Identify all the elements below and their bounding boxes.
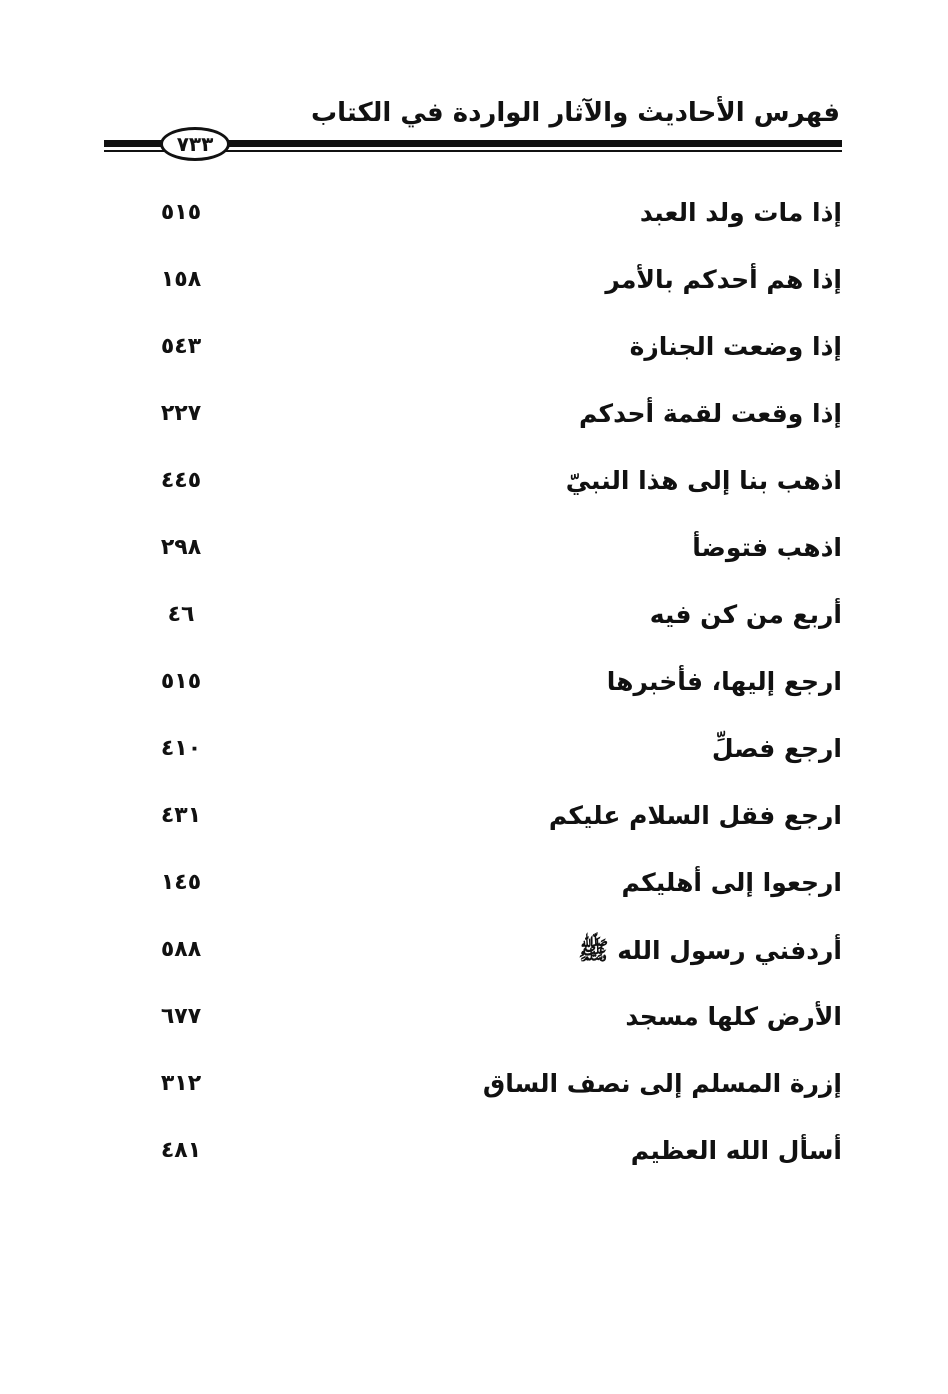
index-entry <box>0 521 948 588</box>
index-entry <box>0 990 948 1057</box>
entry-text: ارجع إليها، فأخبرها <box>606 667 842 696</box>
entry-page-number: ٤٣١ <box>160 803 202 828</box>
entry-page-number: ٣١٢ <box>160 1071 202 1096</box>
index-entry <box>0 722 948 789</box>
entry-page-number: ٥٨٨ <box>160 937 202 962</box>
index-entry <box>0 1124 948 1191</box>
index-entry <box>0 856 948 923</box>
index-entry <box>0 789 948 856</box>
entry-text: اذهب فتوضأ <box>692 533 842 562</box>
entry-text: إذا وضعت الجنازة <box>629 332 842 361</box>
entry-page-number: ٥٤٣ <box>160 334 202 359</box>
entry-page-number: ٤١٠ <box>160 736 202 761</box>
entry-page-number: ١٤٥ <box>160 870 202 895</box>
index-entry <box>0 454 948 521</box>
entry-text: إذا مات ولد العبد <box>639 198 842 227</box>
entry-text: أربع من كن فيه <box>649 600 842 629</box>
entry-text: الأرض كلها مسجد <box>625 1002 842 1031</box>
index-entry <box>0 1057 948 1124</box>
index-entry <box>0 923 948 990</box>
entry-page-number: ٥١٥ <box>160 200 202 225</box>
entry-text: ارجعوا إلى أهليكم <box>621 868 842 897</box>
header-title: فهرس الأحاديث والآثار الواردة في الكتاب <box>310 98 840 128</box>
index-entry <box>0 588 948 655</box>
index-entry <box>0 387 948 454</box>
index-entry <box>0 186 948 253</box>
entry-text: ارجع فصلِّ <box>711 734 842 763</box>
entry-page-number: ٤٨١ <box>160 1138 202 1163</box>
entry-page-number: ٦٧٧ <box>160 1004 202 1029</box>
entry-text: اذهب بنا إلى هذا النبيّ <box>565 466 842 495</box>
entry-page-number: ٥١٥ <box>160 669 202 694</box>
entry-page-number: ٤٦ <box>167 602 195 627</box>
page-number-badge <box>160 127 230 161</box>
entry-page-number: ١٥٨ <box>160 267 202 292</box>
entry-text: إذا هم أحدكم بالأمر <box>605 265 842 294</box>
index-list <box>0 186 948 1191</box>
index-entry <box>0 655 948 722</box>
entry-text: إزرة المسلم إلى نصف الساق <box>482 1069 842 1098</box>
index-entry <box>0 253 948 320</box>
entry-text: ارجع فقل السلام عليكم <box>548 801 842 830</box>
entry-page-number: ٢٩٨ <box>160 535 202 560</box>
entry-text: أسأل الله العظيم <box>630 1136 842 1165</box>
entry-text: أردفني رسول الله ﷺ <box>578 936 842 965</box>
entry-text: إذا وقعت لقمة أحدكم <box>578 399 842 428</box>
entry-page-number: ٢٢٧ <box>160 401 202 426</box>
entry-page-number: ٤٤٥ <box>160 468 202 493</box>
page-number: ٧٣٣ <box>176 132 214 156</box>
index-entry <box>0 320 948 387</box>
